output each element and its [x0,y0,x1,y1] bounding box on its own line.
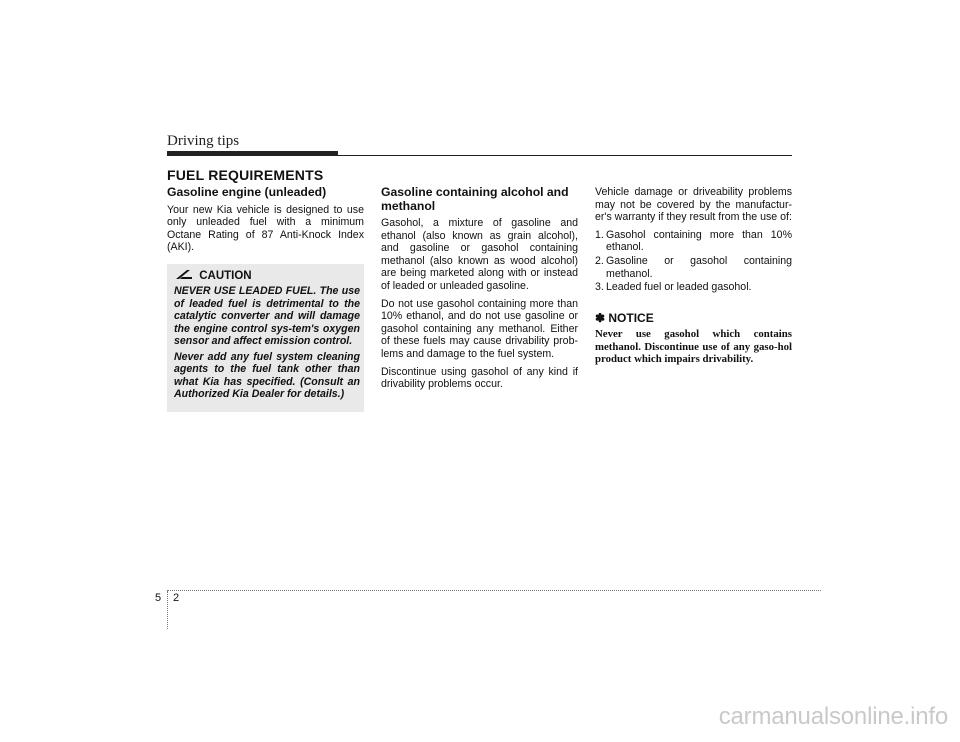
list-item: 3. Leaded fuel or leaded gasohol. [595,281,752,294]
footer-divider [167,591,168,629]
gasoline-engine-body: Your new Kia vehicle is designed to use only unleaded fuel with a minimum Octane Rating of 87 Anti-Knock Index (AKI). [167,203,364,254]
notice-heading: ✽ NOTICE [595,310,654,325]
header-rule-thin [338,155,792,156]
header-rule-thick [167,151,338,156]
caution-box [167,264,364,412]
chapter-title: Driving tips [167,133,240,149]
column-2 [381,186,578,396]
caution-label: CAUTION [199,270,252,282]
page-chapter-number: 5 [155,592,162,604]
alcohol-methanol-heading: Gasoline containing alcohol and methanol [381,185,569,213]
column-1 [167,186,364,259]
caution-paragraph-1: NEVER USE LEADED FUEL. The use of leaded fuel is detrimental to the catalytic converter and will damage the engine control sys-tem's oxygen sensor and affect emission control. [174,285,360,347]
section-title: FUEL REQUIREMENTS [167,167,324,183]
caution-pencil-icon [175,270,199,282]
gasoline-engine-heading: Gasoline engine (unleaded) [167,185,327,199]
list-item: 1. Gasohol containing more than 10% ethanol. [595,228,792,254]
notice-body: Never use gasohol which contains methanol. Discontinue use of any gaso-hol product which impairs drivability. [595,328,792,366]
caution-paragraph-2: Never add any fuel system cleaning agents to the fuel tank other than what Kia has specified. (Consult an Authorized Kia Dealer for details.) [174,350,360,400]
caution-body [174,285,360,404]
fuel-list [595,229,792,294]
caution-header [175,269,252,282]
alcohol-paragraph-3: Discontinue using gasohol of any kind if drivability problems occur. [381,365,578,391]
warranty-intro: Vehicle damage or driveability problems may not be covered by the manufactur-er's warranty if they result from the use of: [595,186,792,224]
column-3 [595,186,792,371]
page-number: 2 [173,592,180,604]
footer-rule [167,590,821,591]
list-item: 2. Gasoline or gasohol containing methanol. [595,254,792,280]
alcohol-paragraph-1: Gasohol, a mixture of gasoline and ethanol (also known as grain alcohol), and gasoline or gasohol containing methanol (also known as wood alcohol) are being marketed along with or instead of leaded or unleaded gasoline. [381,217,578,292]
alcohol-paragraph-2: Do not use gasohol containing more than 10% ethanol, and do not use gasoline or gasohol containing any methanol. Either of these fuels may cause drivability prob-lems and damage to the fuel system. [381,297,578,360]
watermark: carmanualsonline.info [718,703,948,730]
